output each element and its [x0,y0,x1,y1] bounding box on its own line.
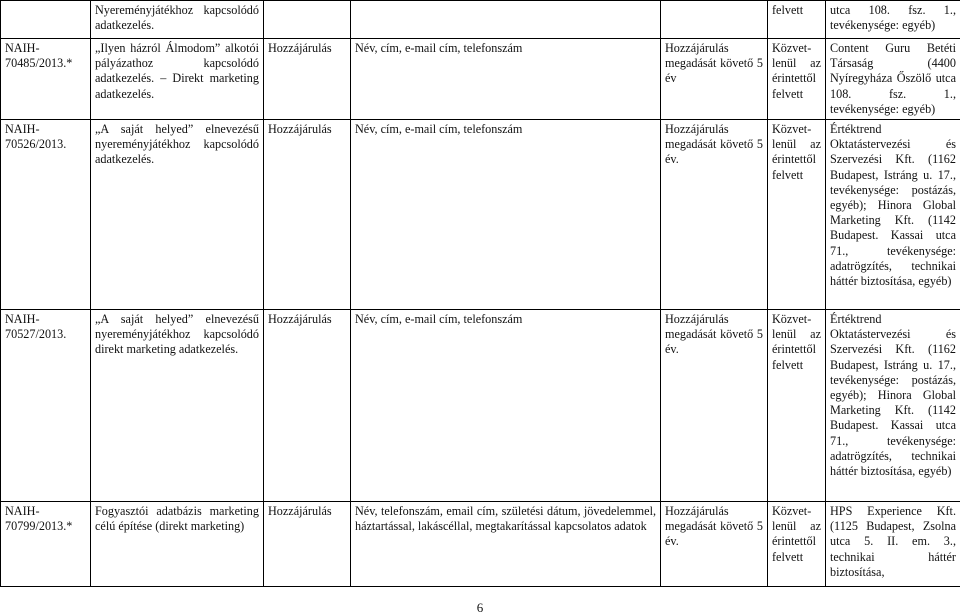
purpose-cell: Nyereményjátékhoz kapcsolódó adatkezelés. [91,1,264,39]
duration-cell: Hozzájárulás megadását követő 5 év. [661,502,768,587]
processor-cell: Értéktrend Oktatástervezési és Szervezési Kft. (1162 Budapest, Istráng u. 17., tevékenysége: postázás, egyéb); Hinora Global Marketing Kft. (1142 Budapest. Kassai utca 71., tevékenysége: adatrögzítés, technikai háttér biztosítása, egyéb) [826,120,960,310]
purpose-cell: „A saját helyed” elnevezésű nyereményjátékhoz kapcsolódó direkt marketing adatkezelés. [91,310,264,502]
legal-basis-cell [264,1,351,39]
table-row [1,502,960,587]
id-cell: NAIH-70485/2013.* [1,39,91,120]
source-cell: Közvet-lenül az érintettől felvett [768,39,826,120]
purpose-cell: „Ilyen házról Álmodom” alkotói pályázathoz kapcsolódó adatkezelés. – Direkt marketing adatkezelés. [91,39,264,120]
duration-cell: Hozzájárulás megadását követő 5 év. [661,120,768,310]
processor-cell: HPS Experience Kft. (1125 Budapest, Zsolna utca 5. II. em. 3., technikai háttér biztosítása, [826,502,960,587]
duration-cell [661,1,768,39]
source-cell: felvett [768,1,826,39]
processor-cell: utca 108. fsz. 1., tevékenysége: egyéb) [826,1,960,39]
duration-cell: Hozzájárulás megadását követő 5 év. [661,310,768,502]
id-cell: NAIH-70799/2013.* [1,502,91,587]
source-cell: Közvet-lenül az érintettől felvett [768,120,826,310]
legal-basis-cell: Hozzájárulás [264,502,351,587]
legal-basis-cell: Hozzájárulás [264,120,351,310]
purpose-cell: „A saját helyed” elnevezésű nyereményjátékhoz kapcsolódó adatkezelés. [91,120,264,310]
page-number: 6 [0,600,960,616]
legal-basis-cell: Hozzájárulás [264,310,351,502]
duration-cell: Hozzájárulás megadását követő 5 év [661,39,768,120]
id-cell [1,1,91,39]
processor-cell: Content Guru Betéti Társaság (4400 Nyíregyháza Őszölő utca 108. fsz. 1., tevékenysége: egyéb) [826,39,960,120]
data-cell: Név, cím, e-mail cím, telefonszám [351,120,661,310]
purpose-cell: Fogyasztói adatbázis marketing célú építése (direkt marketing) [91,502,264,587]
table-row [1,39,960,120]
source-cell: Közvet-lenül az érintettől felvett [768,502,826,587]
legal-basis-cell: Hozzájárulás [264,39,351,120]
id-cell: NAIH-70526/2013. [1,120,91,310]
table-row [1,120,960,310]
id-cell: NAIH-70527/2013. [1,310,91,502]
source-cell: Közvet-lenül az érintettől felvett [768,310,826,502]
table-row [1,310,960,502]
data-cell: Név, telefonszám, email cím, születési dátum, jövedelemmel, háztartással, lakáscéllal, megtakarítással kapcsolatos adatok [351,502,661,587]
data-cell: Név, cím, e-mail cím, telefonszám [351,310,661,502]
processor-cell: Értéktrend Oktatástervezési és Szervezési Kft. (1162 Budapest, Istráng u. 17., tevékenysége: postázás, egyéb); Hinora Global Marketing Kft. (1142 Budapest. Kassai utca 71., tevékenysége: adatrögzítés, technikai háttér biztosítása, egyéb) [826,310,960,502]
data-cell: Név, cím, e-mail cím, telefonszám [351,39,661,120]
data-cell [351,1,661,39]
continuation-row [1,1,960,39]
